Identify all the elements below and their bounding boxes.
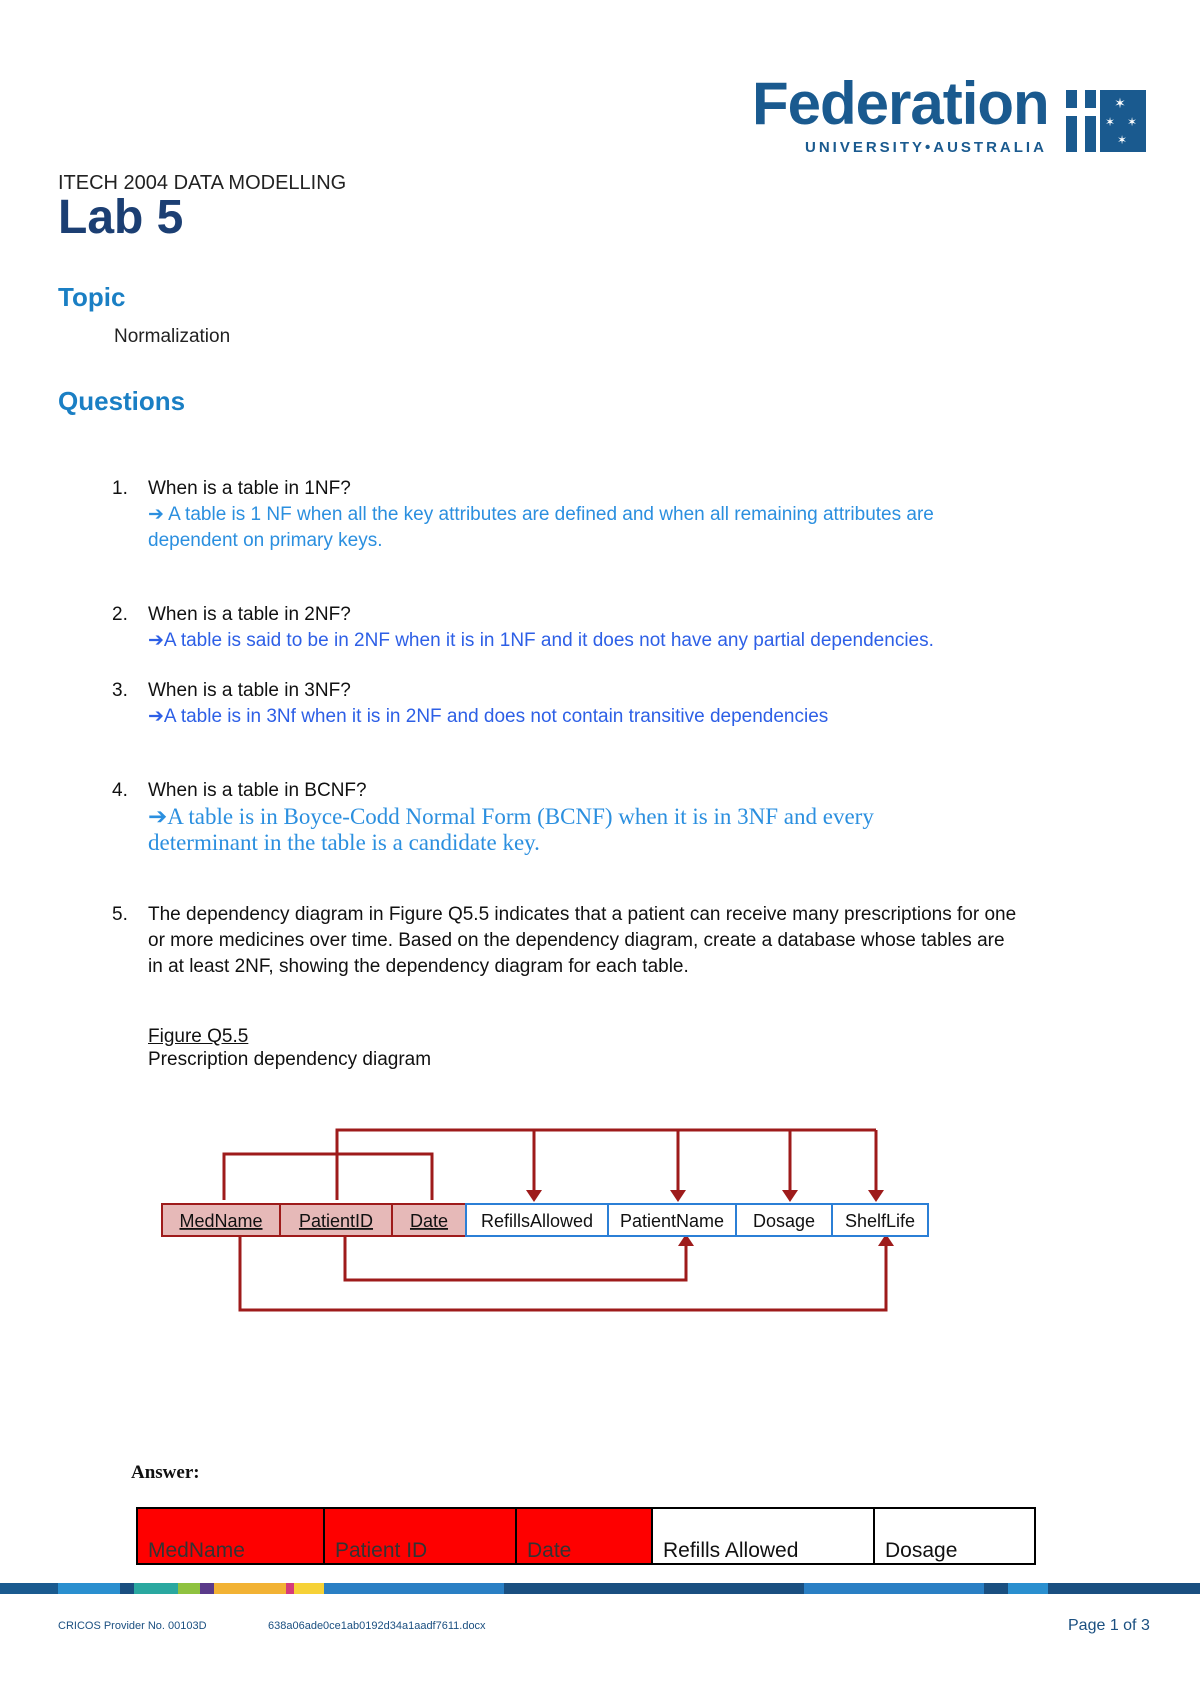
question-text: When is a table in 1NF? [148, 478, 351, 499]
answer-table [136, 1507, 1036, 1565]
answer-4: ➔A table is in Boyce-Codd Normal Form (BCNF) when it is in 3NF and every determinant in the table is a candidate key. [148, 804, 874, 855]
attr-medname: MedName [179, 1211, 263, 1231]
figure-caption: Prescription dependency diagram [148, 1049, 432, 1070]
question-number: 5. [112, 904, 128, 925]
question-text: When is a table in 3NF? [148, 680, 351, 701]
answer-label: Answer: [131, 1462, 200, 1483]
attr-date: Date [409, 1211, 449, 1231]
footer-page-number: Page 1 of 3 [1068, 1617, 1150, 1634]
question-5 [112, 902, 1017, 982]
attr-patientid: PatientID [298, 1211, 374, 1231]
table-cell: Patient ID [324, 1508, 516, 1564]
question-text: The dependency diagram in Figure Q5.5 indicates that a patient can receive many prescriptions for one or more medicines over time. Based on the dependency diagram, create a database whose tables are in at least 2NF, showing the dependency diagram for each table. [148, 904, 1017, 977]
table-cell: Refills Allowed [652, 1508, 874, 1564]
attr-patientname: PatientName [619, 1211, 725, 1231]
question-text: When is a table in BCNF? [148, 780, 367, 801]
figure-label: Figure Q5.5 [148, 1026, 249, 1047]
table-row [137, 1508, 1035, 1564]
answer-2: ➔A table is said to be in 2NF when it is in 1NF and it does not have any partial dependencies. [148, 630, 934, 651]
dependency-diagram [150, 1120, 950, 1320]
svg-text:✶: ✶ [1126, 115, 1138, 129]
footer-color-bar [0, 1583, 1200, 1594]
question-number: 1. [112, 478, 128, 499]
university-logo-wordmark: Federation [752, 70, 1049, 137]
attr-dosage: Dosage [752, 1211, 816, 1231]
question-number: 4. [112, 780, 128, 801]
svg-text:✶: ✶ [1075, 129, 1087, 143]
course-title: ITECH 2004 DATA MODELLING [58, 172, 347, 194]
question-text: When is a table in 2NF? [148, 604, 351, 625]
table-cell: MedName [137, 1508, 324, 1564]
svg-text:✶: ✶ [1114, 95, 1126, 111]
answer-3: ➔A table is in 3Nf when it is in 2NF and does not contain transitive dependencies [148, 706, 829, 727]
topic-heading: Topic [58, 282, 126, 312]
lab-title: Lab 5 [58, 191, 184, 244]
question-number: 3. [112, 680, 128, 701]
table-cell: Dosage [874, 1508, 1035, 1564]
svg-text:✶: ✶ [1116, 133, 1128, 147]
footer-cricos: CRICOS Provider No. 00103D [58, 1620, 207, 1632]
footer-filename: 638a06ade0ce1ab0192d34a1aadf7611.docx [268, 1620, 486, 1632]
flag-logo-icon [1066, 88, 1148, 154]
attr-refillsallowed: RefillsAllowed [480, 1211, 594, 1231]
svg-text:✶: ✶ [1104, 115, 1116, 129]
questions-heading: Questions [58, 386, 186, 416]
university-logo-subtitle: UNIVERSITY•AUSTRALIA [805, 139, 1047, 156]
answer-1: ➔ A table is 1 NF when all the key attributes are defined and when all remaining attributes are dependent on primary keys. [148, 504, 934, 551]
topic-value: Normalization [114, 326, 231, 347]
question-number: 2. [112, 604, 128, 625]
attr-shelflife: ShelfLife [844, 1211, 916, 1231]
table-cell: Date [516, 1508, 652, 1564]
